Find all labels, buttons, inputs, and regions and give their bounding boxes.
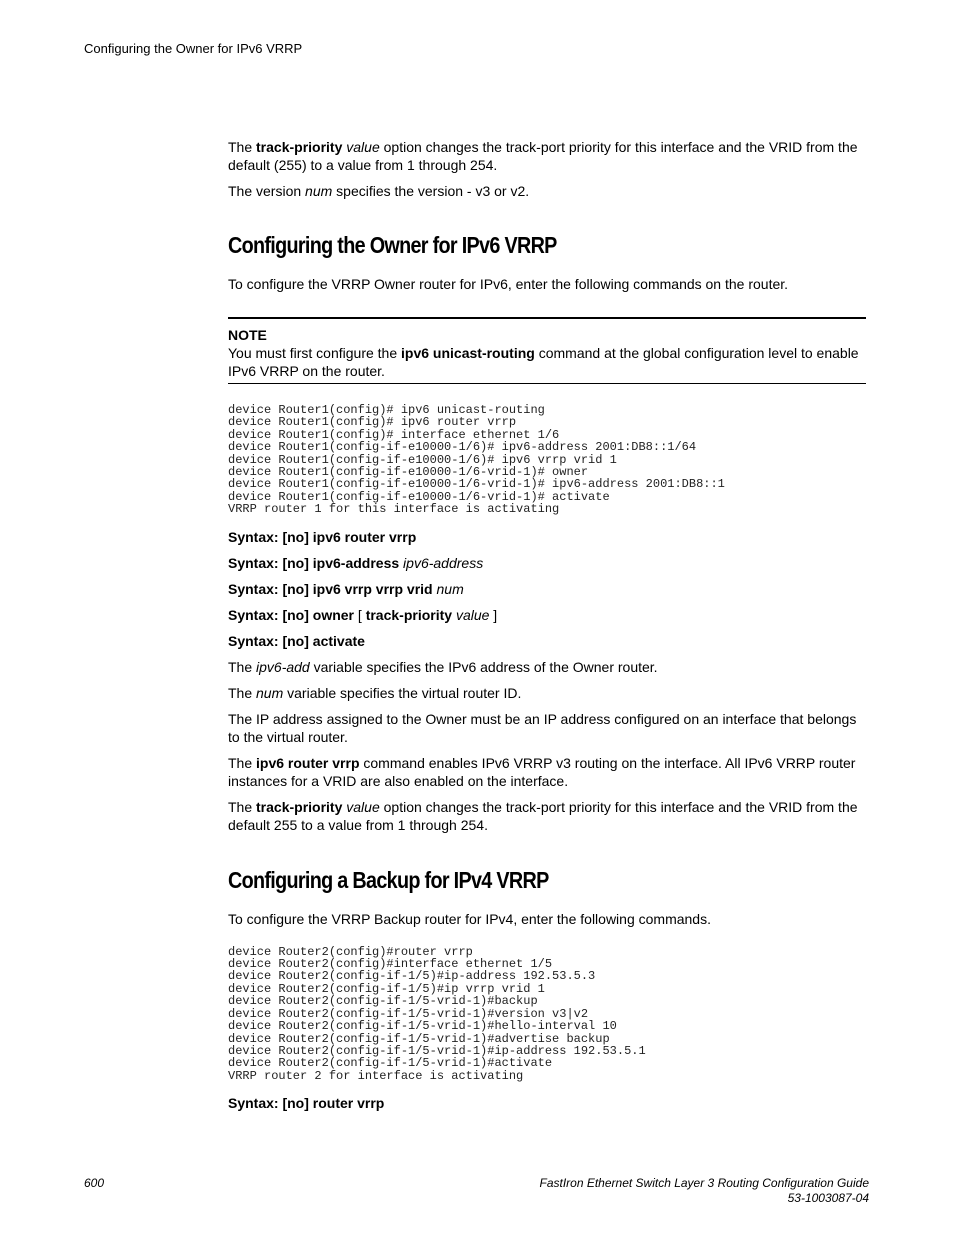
owner-intro-paragraph: To configure the VRRP Owner router for IPv6, enter the following commands on the router. xyxy=(228,276,789,292)
track-priority-paragraph: The track-priority value option changes the track-port priority for this interface and the VRID from the default (255) to a value from 1 through 254. xyxy=(228,139,858,173)
page-number: 600 xyxy=(84,1176,105,1190)
code-block-backup: device Router2(config)#router vrrp device Router2(config)#interface ethernet 1/5 device Router2(config-if-1/5)#ip-address 192.53.5.3 device Router2(config-if-1/5)#ip vrrp vrid 1 device Router2(config-if-1/5-vrid-1)#backup device Router2(config-if-1/5-vrid-1)#version v3|v2 device Router2(config-if-1/5-vrid-1)#hello-interval 10 device Router2(config-if-1/5-vrid-1)#advertise backup device Router2(config-if-1/5-vrid-1)#ip-address 192.53.5.1 device Router2(config-if-1/5-vrid-1)#activate VRRP router 2 for interface is activating xyxy=(228,944,646,1083)
note-label: NOTE xyxy=(228,327,267,343)
guide-title: FastIron Ethernet Switch Layer 3 Routing Configuration Guide xyxy=(539,1176,869,1190)
ipv6-router-vrrp-paragraph: The ipv6 router vrrp command enables IPv6 VRRP v3 routing on the interface. All IPv6 VRRP router instances for a VRID are also enabled on the interface. xyxy=(228,754,856,789)
ipv6-add-paragraph: The ipv6-add variable specifies the IPv6 address of the Owner router. xyxy=(228,658,658,675)
syntax-activate: Syntax: [no] activate xyxy=(228,632,365,649)
syntax-ipv6-vrrp-vrid: Syntax: [no] ipv6 vrrp vrrp vrid num xyxy=(228,580,464,597)
syntax-ipv6-address: Syntax: [no] ipv6-address ipv6-address xyxy=(228,554,484,571)
track-priority-paragraph-2: The track-priority value option changes the track-port priority for this interface and the VRID from the default 255 to a value from 1 through 254. xyxy=(228,798,858,833)
note-text: You must first configure the ipv6 unicast-routing command at the global configuration level to enable IPv6 VRRP on the router. xyxy=(228,345,859,379)
num-paragraph: The num variable specifies the virtual router ID. xyxy=(228,684,522,701)
section-heading-backup-ipv4: Configuring a Backup for IPv4 VRRP xyxy=(228,866,549,893)
version-paragraph: The version num specifies the version - v3 or v2. xyxy=(228,183,530,199)
running-header: Configuring the Owner for IPv6 VRRP xyxy=(84,41,303,56)
syntax-ipv6-router-vrrp: Syntax: [no] ipv6 router vrrp xyxy=(228,528,417,545)
backup-intro-paragraph: To configure the VRRP Backup router for IPv4, enter the following commands. xyxy=(228,910,711,927)
ip-address-paragraph: The IP address assigned to the Owner must be an IP address configured on an interface that belongs to the virtual router. xyxy=(228,710,857,745)
footer-doc-info xyxy=(539,1176,869,1206)
section-heading-owner-ipv6: Configuring the Owner for IPv6 VRRP xyxy=(228,232,557,258)
code-block-owner: device Router1(config)# ipv6 unicast-routing device Router1(config)# ipv6 router vrrp device Router1(config)# interface ethernet 1/6 device Router1(config-if-e10000-1/6)# ipv6-address 2001:DB8::1/64 device Router1(config-if-e10000-1/6)# ipv6 vrrp vrid 1 device Router1(config-if-e10000-1/6-vrid-1)# owner device Router1(config-if-e10000-1/6-vrid-1)# ipv6-address 2001:DB8::1 device Router1(config-if-e10000-1/6-vrid-1)# activate VRRP router 1 for this interface is activating xyxy=(228,403,725,517)
note-box xyxy=(228,317,866,384)
syntax-owner: Syntax: [no] owner [ track-priority value ] xyxy=(228,606,498,623)
doc-number: 53-1003087-04 xyxy=(787,1191,869,1205)
syntax-router-vrrp: Syntax: [no] router vrrp xyxy=(228,1095,385,1112)
page-content xyxy=(228,138,866,1112)
